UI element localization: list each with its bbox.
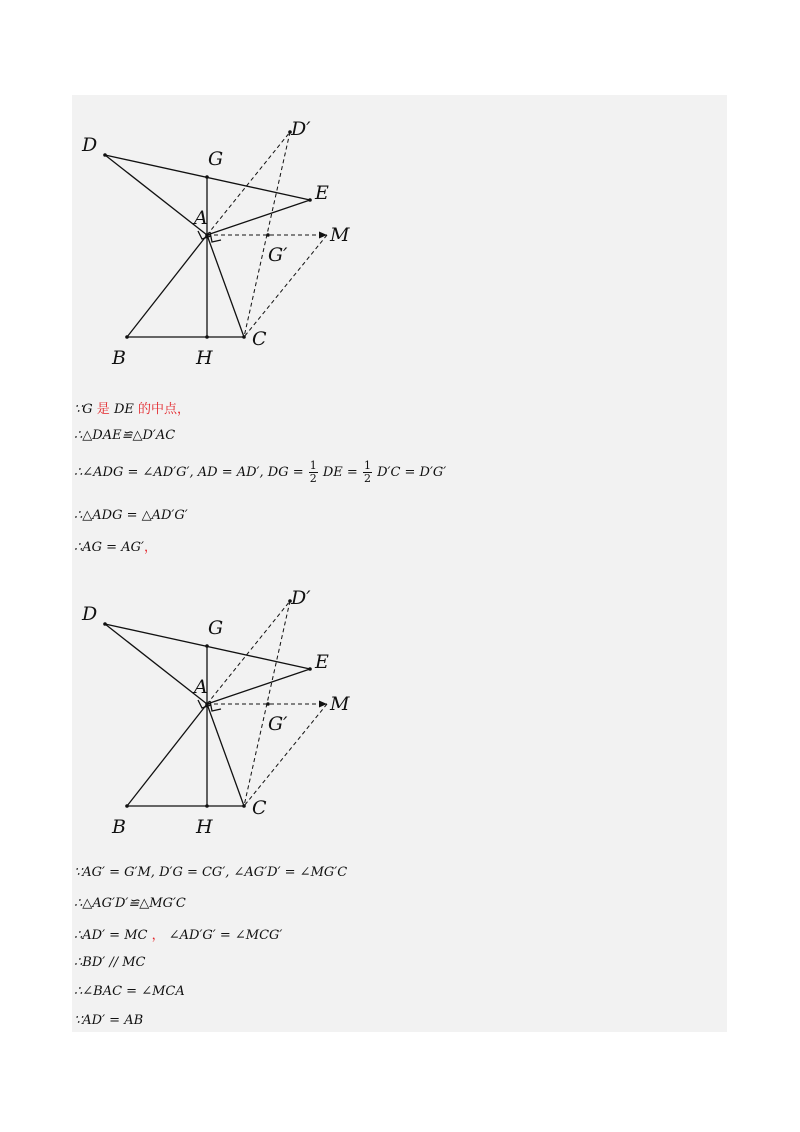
document-panel xyxy=(72,95,727,1032)
geometry-figure-1 xyxy=(72,115,432,380)
proof2-line2: ∴△AG′D′≌△MG′C xyxy=(74,896,186,911)
proof1-line2: ∴△DAE≌△D′AC xyxy=(74,428,176,443)
label-D: D xyxy=(82,134,98,156)
label-H: H xyxy=(196,816,213,838)
label-M: M xyxy=(330,224,350,246)
label-C: C xyxy=(252,328,267,350)
label-D-prime: D′ xyxy=(291,587,311,609)
geometry-figure-2 xyxy=(72,584,432,849)
label-B: B xyxy=(112,347,126,369)
geometry-diagram xyxy=(72,115,432,380)
label-A: A xyxy=(194,676,208,698)
proof2-line1: ∵AG′ = G′M, D′G = CG′, ∠AG′D′ = ∠MG′C xyxy=(74,865,348,880)
label-B: B xyxy=(112,816,126,838)
label-D: D xyxy=(82,603,98,625)
label-A: A xyxy=(194,207,208,229)
label-G: G xyxy=(208,148,224,170)
label-G-prime: G′ xyxy=(268,713,288,735)
proof1-line3: ∴∠ADG = ∠AD′G′, AD = AD′, DG = $\frac{1}{2}$ DE = $\frac{1}{2}$ D′C = D′G′ xyxy=(74,459,447,485)
label-H: H xyxy=(196,347,213,369)
fraction-half: $\frac{1}{2}$ xyxy=(309,459,317,485)
proof2-line5: ∴∠BAC = ∠MCA xyxy=(74,984,185,999)
label-E: E xyxy=(315,651,329,673)
geometry-diagram xyxy=(72,584,432,849)
label-C: C xyxy=(252,797,267,819)
label-E: E xyxy=(315,182,329,204)
proof2-line3: ∴AD′ = MC ， ∠AD′G′ = ∠MCG′ xyxy=(74,928,283,943)
proof1-line5: ∴AG = AG′， xyxy=(74,540,157,555)
proof2-line4: ∴BD′ // MC xyxy=(74,955,146,970)
proof1-line1: ∵G 是 DE 的中点， xyxy=(74,402,191,417)
label-D-prime: D′ xyxy=(291,118,311,140)
fraction-half: $\frac{1}{2}$ xyxy=(363,459,371,485)
label-M: M xyxy=(330,693,350,715)
proof2-line6: ∵AD′ = AB xyxy=(74,1013,144,1028)
label-G-prime: G′ xyxy=(268,244,288,266)
label-G: G xyxy=(208,617,224,639)
proof1-line4: ∴△ADG = △AD′G′ xyxy=(74,508,188,523)
